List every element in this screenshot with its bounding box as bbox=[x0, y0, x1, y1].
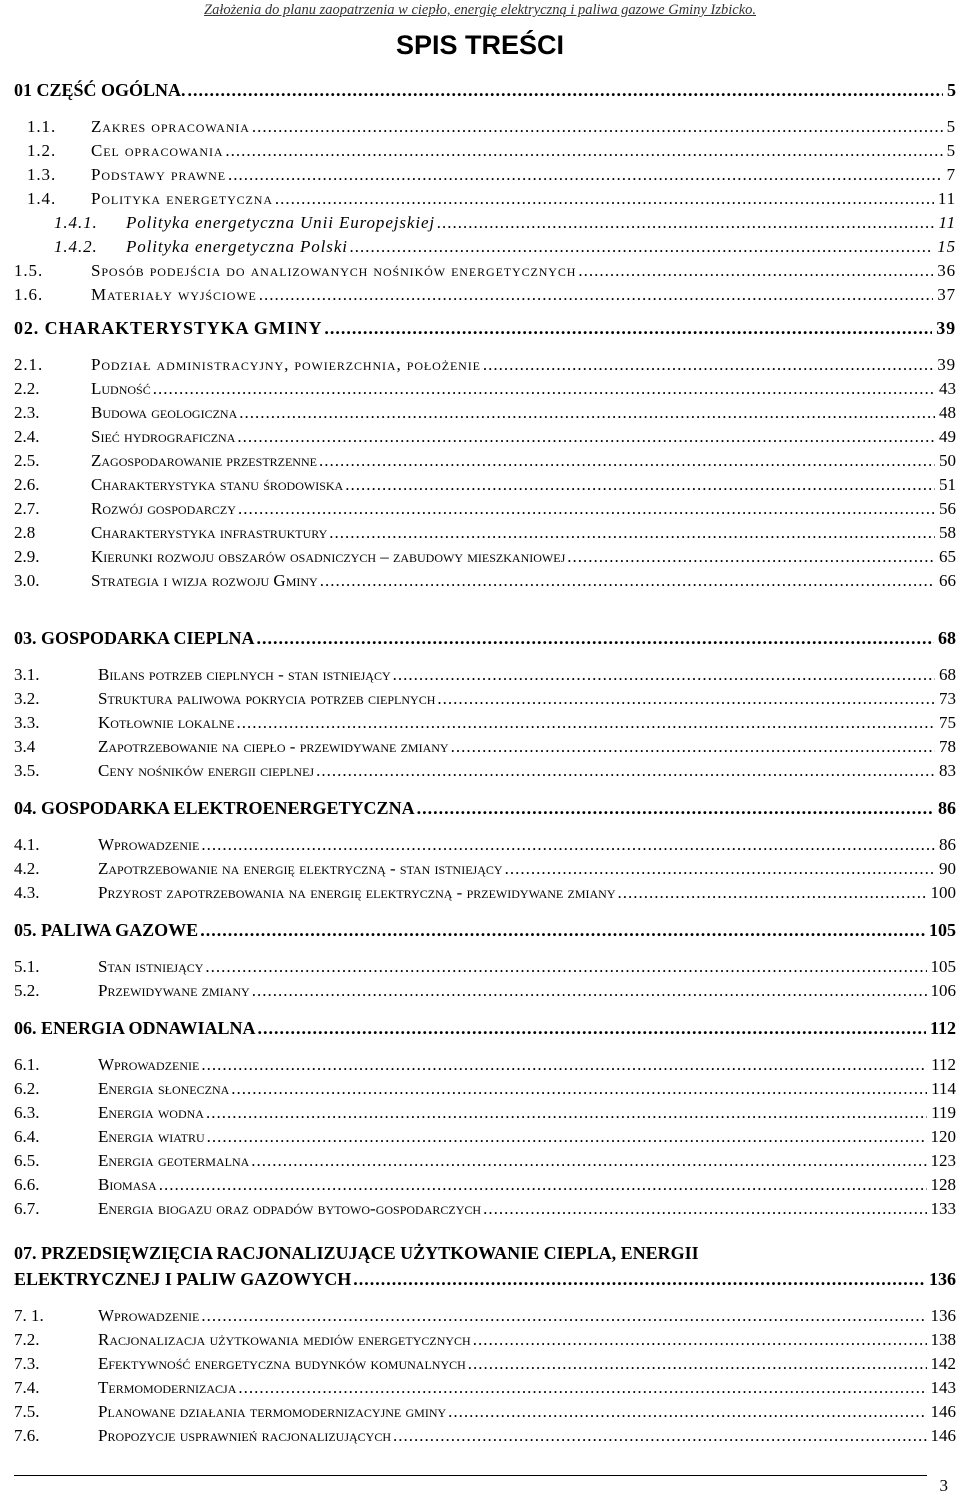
toc-leader bbox=[505, 859, 935, 879]
toc-number: 6.7. bbox=[14, 1199, 40, 1218]
toc-label: Biomasa bbox=[98, 1175, 157, 1194]
toc-number: 3.1. bbox=[14, 665, 40, 684]
toc-number: 2.2. bbox=[14, 379, 40, 398]
toc-page: 136 bbox=[930, 1306, 956, 1325]
toc-leader bbox=[201, 835, 935, 855]
toc-number: 7.4. bbox=[14, 1378, 40, 1397]
toc-leader bbox=[251, 1151, 926, 1171]
toc-number: 6.6. bbox=[14, 1175, 40, 1194]
toc-number: 4.2. bbox=[14, 859, 40, 878]
toc-label: CHARAKTERYSTYKA GMINY bbox=[44, 318, 323, 338]
toc-number: 7.3. bbox=[14, 1354, 40, 1373]
toc-leader bbox=[316, 761, 935, 781]
toc-page: 112 bbox=[931, 1055, 956, 1074]
toc-leader bbox=[200, 920, 925, 940]
toc-label: Kotłownie lokalne bbox=[98, 713, 235, 732]
toc-entry[interactable] bbox=[14, 1103, 956, 1123]
toc-label: Wprowadzenie bbox=[98, 835, 200, 854]
toc-number: 3.0. bbox=[14, 571, 40, 590]
toc-leader bbox=[237, 713, 936, 733]
toc-leader bbox=[206, 1103, 927, 1123]
toc-page: 106 bbox=[930, 981, 956, 1000]
toc-page: 66 bbox=[939, 571, 956, 590]
toc-label: Przyrost zapotrzebowania na energię elektryczną - przewidywane zmiany bbox=[98, 883, 616, 902]
toc-number: 6.2. bbox=[14, 1079, 40, 1098]
toc-entry[interactable] bbox=[14, 981, 956, 1001]
toc-page: 105 bbox=[929, 920, 956, 940]
toc-entry[interactable] bbox=[14, 713, 956, 733]
toc-page: 143 bbox=[930, 1378, 956, 1397]
toc-label: Zapotrzebowanie na ciepło - przewidywane zmiany bbox=[98, 737, 449, 756]
toc-page: 138 bbox=[930, 1330, 956, 1349]
toc-label: Termomodernizacja bbox=[98, 1378, 237, 1397]
toc-label: Zakres opracowania bbox=[91, 117, 250, 136]
toc-page: 83 bbox=[939, 761, 956, 780]
toc-label: Ceny nośników energii cieplnej bbox=[98, 761, 315, 780]
toc-page: 119 bbox=[931, 1103, 956, 1122]
toc-leader bbox=[257, 628, 934, 648]
toc-entry[interactable] bbox=[14, 1127, 956, 1147]
toc-leader bbox=[252, 981, 927, 1001]
toc-number: 03. bbox=[14, 628, 37, 648]
toc-page: 128 bbox=[930, 1175, 956, 1194]
toc-leader bbox=[618, 883, 927, 903]
toc-label: Stan istniejący bbox=[98, 957, 204, 976]
toc-number: 1.1. bbox=[27, 117, 57, 136]
toc-label: ENERGIA ODNAWIALNA bbox=[41, 1018, 256, 1038]
toc-entry[interactable] bbox=[14, 1079, 956, 1099]
toc-leader bbox=[451, 737, 935, 757]
toc-entry[interactable] bbox=[14, 859, 956, 879]
toc-page: 86 bbox=[938, 798, 956, 818]
toc-page: 73 bbox=[939, 689, 956, 708]
toc-page: 58 bbox=[939, 523, 956, 542]
toc-page: 114 bbox=[931, 1079, 956, 1098]
toc-page: 123 bbox=[930, 1151, 956, 1170]
toc-number: 6.5. bbox=[14, 1151, 40, 1170]
toc-leader bbox=[207, 1127, 927, 1147]
toc-entry[interactable] bbox=[14, 1354, 956, 1374]
toc-label: Energia słoneczna bbox=[98, 1079, 230, 1098]
toc-label: Zagospodarowanie przestrzenne bbox=[91, 451, 317, 470]
toc-label: Charakterystyka stanu środowiska bbox=[91, 475, 344, 494]
toc-page: 86 bbox=[939, 835, 956, 854]
toc-label: CZĘŚĆ OGÓLNA. bbox=[36, 80, 186, 100]
toc-number: 4.1. bbox=[14, 835, 40, 854]
toc-page: 146 bbox=[930, 1402, 956, 1421]
toc-label: Propozycje usprawnień racjonalizujących bbox=[98, 1426, 392, 1445]
toc-page: 39 bbox=[936, 318, 956, 338]
toc-page: 120 bbox=[930, 1127, 956, 1146]
toc-number: 2.1. bbox=[14, 355, 44, 374]
toc-page: 11 bbox=[937, 189, 956, 208]
toc-label: GOSPODARKA ELEKTROENERGETYCZNA bbox=[41, 798, 415, 818]
toc-label: Energia wiatru bbox=[98, 1127, 205, 1146]
toc-page: 90 bbox=[939, 859, 956, 878]
toc-entry[interactable] bbox=[14, 1199, 956, 1219]
toc-number: 06. bbox=[14, 1018, 37, 1038]
toc-label: Polityka energetyczna Unii Europejskiej bbox=[126, 213, 436, 232]
toc-page: 7 bbox=[946, 165, 956, 184]
toc-number: 6.3. bbox=[14, 1103, 40, 1122]
page-number: 3 bbox=[939, 1476, 948, 1495]
toc-label: Energia biogazu oraz odpadów bytowo-gospodarczych bbox=[98, 1199, 482, 1218]
toc-label: Polityka energetyczna Polski bbox=[126, 237, 348, 256]
toc-number: 2.8 bbox=[14, 523, 36, 542]
toc-entry[interactable] bbox=[14, 628, 956, 648]
toc-page: 51 bbox=[939, 475, 956, 494]
toc-entry[interactable] bbox=[14, 883, 956, 903]
toc-label: Strategia i wizja rozwoju Gminy bbox=[91, 571, 318, 590]
toc-label: Zapotrzebowanie na energię elektryczną - stan istniejący bbox=[98, 859, 503, 878]
toc-entry[interactable] bbox=[14, 1306, 956, 1326]
toc-label: GOSPODARKA CIEPLNA bbox=[41, 628, 255, 648]
toc-page: 56 bbox=[939, 499, 956, 518]
toc-number: 6.1. bbox=[14, 1055, 40, 1074]
toc-entry[interactable] bbox=[14, 1378, 956, 1398]
toc-page: 49 bbox=[939, 427, 956, 446]
toc-number: 3.5. bbox=[14, 761, 40, 780]
toc-page: 68 bbox=[939, 665, 956, 684]
toc-page: 136 bbox=[929, 1269, 956, 1289]
toc-number: 1.2. bbox=[27, 141, 57, 160]
toc-number: 1.4.2. bbox=[54, 237, 98, 256]
toc-entry[interactable] bbox=[14, 957, 956, 977]
toc-label: Materiały wyjściowe bbox=[91, 285, 257, 304]
toc-entry[interactable] bbox=[14, 689, 956, 709]
toc-leader bbox=[201, 1055, 927, 1075]
toc-number: 7.6. bbox=[14, 1426, 40, 1445]
toc-number: 3.4 bbox=[14, 737, 36, 756]
footer-rule bbox=[14, 1475, 927, 1476]
toc-page: 105 bbox=[930, 957, 956, 976]
toc-number: 3.2. bbox=[14, 689, 40, 708]
toc-entry[interactable] bbox=[14, 1055, 956, 1075]
toc-entry[interactable] bbox=[14, 1018, 956, 1038]
toc-label: PALIWA GAZOWE bbox=[41, 920, 199, 940]
toc-page: 75 bbox=[939, 713, 956, 732]
toc-number: 04. bbox=[14, 798, 37, 818]
toc-number: 5.1. bbox=[14, 957, 40, 976]
toc-label: Wprowadzenie bbox=[98, 1055, 200, 1074]
toc-leader bbox=[417, 798, 934, 818]
toc-label: Struktura paliwowa pokrycia potrzeb cieplnych bbox=[98, 689, 436, 708]
toc-leader bbox=[468, 1354, 927, 1374]
running-header: Założenia do planu zaopatrzenia w ciepło, energię elektryczną i paliwa gazowe Gminy Izbicko. bbox=[204, 2, 756, 18]
toc-entry[interactable] bbox=[14, 798, 956, 818]
toc-page: 5 bbox=[946, 141, 956, 160]
toc-number: 1.3. bbox=[27, 165, 57, 184]
toc-label: Planowane działania termomodernizacyjne gminy bbox=[98, 1402, 447, 1421]
toc-page: 5 bbox=[946, 117, 956, 136]
toc-page: 146 bbox=[930, 1426, 956, 1445]
toc-label: Polityka energetyczna bbox=[91, 189, 273, 208]
toc-page: 50 bbox=[939, 451, 956, 470]
toc-number: 07. bbox=[14, 1243, 37, 1263]
toc-label: Bilans potrzeb cieplnych - stan istniejący bbox=[98, 665, 391, 684]
toc-number: 7.5. bbox=[14, 1402, 40, 1421]
toc-entry[interactable] bbox=[14, 737, 956, 757]
toc-number: 1.5. bbox=[14, 261, 44, 280]
toc-leader bbox=[483, 1199, 926, 1219]
toc-page: 11 bbox=[938, 213, 956, 232]
toc-label: Podział administracyjny, powierzchnia, położenie bbox=[91, 355, 481, 374]
toc-label: Sposób podejścia do analizowanych nośników energetycznych bbox=[91, 261, 577, 280]
page-title: SPIS TREŚCI bbox=[395, 30, 565, 60]
toc-page: 100 bbox=[930, 883, 956, 902]
toc-page: 37 bbox=[937, 285, 956, 304]
toc-number: 2.5. bbox=[14, 451, 40, 470]
toc-leader bbox=[159, 1175, 927, 1195]
toc-entry[interactable] bbox=[14, 920, 956, 940]
toc-number: 1.4.1. bbox=[54, 213, 98, 232]
toc-page: 48 bbox=[939, 403, 956, 422]
toc-number: 1.6. bbox=[14, 285, 44, 304]
toc-number: 2.9. bbox=[14, 547, 40, 566]
toc-entry[interactable] bbox=[14, 1175, 956, 1195]
toc-leader bbox=[201, 1306, 926, 1326]
toc-label: Sieć hydrograficzna bbox=[91, 427, 236, 446]
toc-label: Rozwój gospodarczy bbox=[91, 499, 236, 518]
toc-number: 02. bbox=[14, 318, 40, 338]
toc-entry-line1[interactable] bbox=[14, 1243, 956, 1263]
toc-page: 65 bbox=[939, 547, 956, 566]
toc-leader bbox=[258, 1018, 926, 1038]
toc-entry[interactable] bbox=[14, 761, 956, 781]
toc-leader bbox=[353, 1269, 925, 1289]
toc-label: Przewidywane zmiany bbox=[98, 981, 250, 1000]
toc-label: Charakterystyka infrastruktury bbox=[91, 523, 328, 542]
toc-page: 112 bbox=[929, 1018, 956, 1038]
toc-entry[interactable] bbox=[14, 835, 956, 855]
toc-number: 7. 1. bbox=[14, 1306, 44, 1325]
toc-number: 6.4. bbox=[14, 1127, 40, 1146]
toc-leader bbox=[205, 957, 926, 977]
toc-leader bbox=[238, 1378, 926, 1398]
toc-page: 43 bbox=[939, 379, 956, 398]
toc-page: 78 bbox=[939, 737, 956, 756]
toc-label: Racjonalizacja użytkowania mediów energetycznych bbox=[98, 1330, 471, 1349]
toc-number: 2.6. bbox=[14, 475, 40, 494]
toc-page: 133 bbox=[930, 1199, 956, 1218]
toc-number: 2.4. bbox=[14, 427, 40, 446]
toc-label: Wprowadzenie bbox=[98, 1306, 200, 1325]
toc-page: 39 bbox=[937, 355, 956, 374]
toc-entry[interactable] bbox=[14, 1151, 956, 1171]
toc-leader bbox=[437, 689, 935, 709]
toc-label: Ludność bbox=[91, 379, 151, 398]
toc-entry[interactable] bbox=[14, 665, 956, 685]
toc-entry[interactable] bbox=[14, 1269, 956, 1289]
toc-leader bbox=[448, 1402, 926, 1422]
toc-label: Energia wodna bbox=[98, 1103, 204, 1122]
toc-number: 01 bbox=[14, 80, 32, 100]
toc-label: Energia geotermalna bbox=[98, 1151, 250, 1170]
toc-leader bbox=[231, 1079, 927, 1099]
toc-number: 5.2. bbox=[14, 981, 40, 1000]
toc-label: Podstawy prawne bbox=[91, 165, 226, 184]
toc-number: 4.3. bbox=[14, 883, 40, 902]
toc-entry[interactable] bbox=[14, 1426, 956, 1446]
toc-leader bbox=[393, 665, 935, 685]
toc-page: 15 bbox=[937, 237, 956, 256]
toc-label: Efektywność energetyczna budynków komunalnych bbox=[98, 1354, 466, 1373]
toc-number: 1.4. bbox=[27, 189, 57, 208]
toc-page: 68 bbox=[938, 628, 956, 648]
toc-entry[interactable] bbox=[14, 1402, 956, 1422]
toc-label: Budowa geologiczna bbox=[91, 403, 238, 422]
toc-number: 05. bbox=[14, 920, 37, 940]
toc-page: 142 bbox=[930, 1354, 956, 1373]
toc-leader bbox=[473, 1330, 927, 1350]
toc-label: Kierunki rozwoju obszarów osadniczych – zabudowy mieszkaniowej bbox=[91, 547, 566, 566]
toc-leader bbox=[393, 1426, 926, 1446]
toc-number: 2.7. bbox=[14, 499, 40, 518]
toc-label: Cel opracowania bbox=[91, 141, 224, 160]
toc-entry[interactable] bbox=[14, 1330, 956, 1350]
toc-number: 3.3. bbox=[14, 713, 40, 732]
toc-label: ELEKTRYCZNEJ I PALIW GAZOWYCH bbox=[14, 1269, 352, 1289]
toc-label-line1: PRZEDSIĘWZIĘCIA RACJONALIZUJĄCE UŻYTKOWANIE CIEPLA, ENERGII bbox=[41, 1243, 699, 1263]
toc-number: 2.3. bbox=[14, 403, 40, 422]
toc-number: 7.2. bbox=[14, 1330, 40, 1349]
toc-page: 36 bbox=[937, 261, 956, 280]
toc-page: 5 bbox=[947, 80, 956, 100]
